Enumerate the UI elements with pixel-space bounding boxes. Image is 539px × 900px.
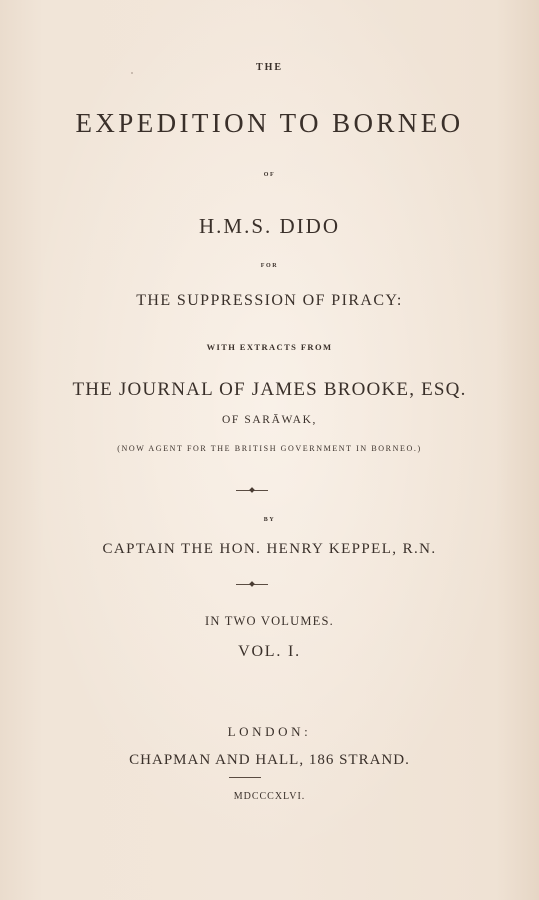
title-for: FOR [260, 263, 279, 269]
title-the: THE [255, 62, 284, 73]
ship-name: H.M.S. DIDO [198, 214, 340, 238]
title-of: OF [263, 172, 276, 178]
with-extracts: WITH EXTRACTS FROM [206, 342, 333, 352]
author-line: CAPTAIN THE HON. HENRY KEPPEL, R.N. [102, 541, 437, 557]
agent-note: (NOW AGENT FOR THE BRITISH GOVERNMENT IN BORNEO.) [117, 444, 422, 453]
title-by: BY [263, 517, 276, 523]
main-title: EXPEDITION TO BORNEO [75, 108, 464, 138]
ornament-diamond [249, 581, 255, 587]
journal-title: THE JOURNAL OF JAMES BROOKE, ESQ. [72, 379, 467, 400]
volumes-line: IN TWO VOLUMES. [205, 614, 334, 628]
publication-place: LONDON: [227, 724, 312, 739]
purpose-line: THE SUPPRESSION OF PIRACY: [136, 292, 403, 309]
short-rule [229, 777, 261, 778]
volume-number: VOL. I. [238, 643, 301, 660]
publication-year: MDCCCXLVI. [233, 791, 306, 802]
publisher-line: CHAPMAN AND HALL, 186 STRAND. [129, 752, 410, 768]
of-sarawak: OF SARĀWAK, [222, 414, 317, 426]
ornament-diamond [249, 487, 255, 493]
